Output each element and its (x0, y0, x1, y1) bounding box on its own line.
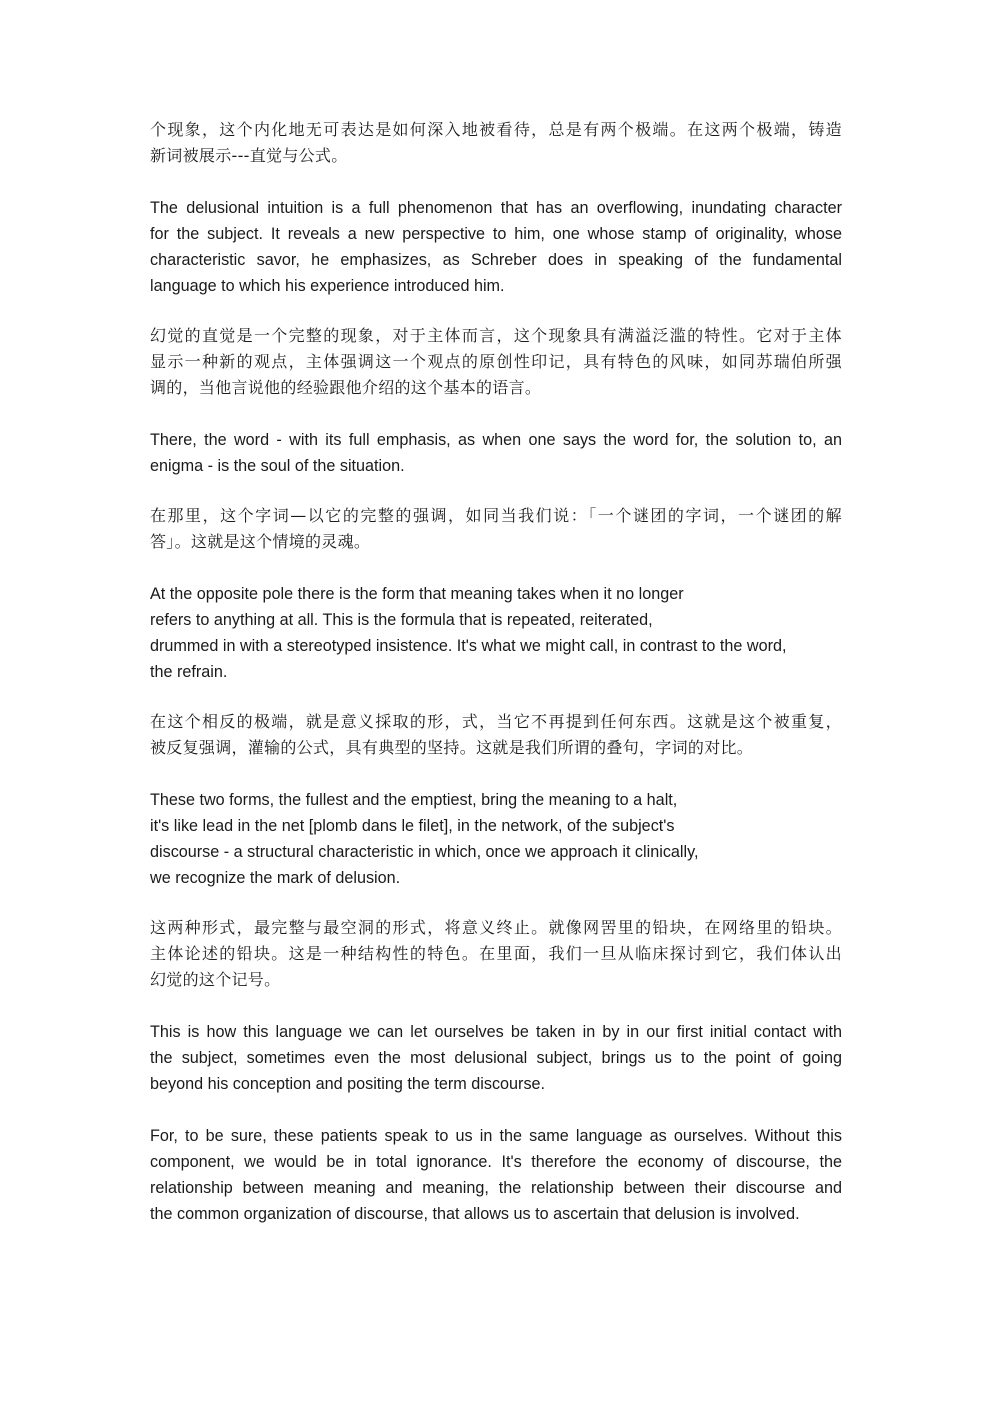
paragraph-en-3 (150, 581, 842, 685)
text-line: There, the word - with its full emphasis, as when one says the word for, the solution to, an (150, 431, 842, 449)
paragraph-zh-3 (150, 503, 842, 555)
text-line: This is how this language we can let ourselves be taken in by in our first initial contact with (150, 1023, 842, 1041)
text-line: 调的，当他言说他的经验跟他介绍的这个基本的语言。 (150, 378, 542, 397)
text-line: refers to anything at all. This is the formula that is repeated, reiterated, (150, 611, 653, 629)
text-line: the refrain. (150, 663, 228, 681)
paragraph-en-2 (150, 427, 842, 479)
paragraph-zh-2 (150, 323, 842, 401)
text-line: characteristic savor, he emphasizes, as Schreber does in speaking of the fundamental (150, 251, 842, 269)
text-line: The delusional intuition is a full phenomenon that has an overflowing, inundating character (150, 199, 842, 217)
text-line: 答」。这就是这个情境的灵魂。 (150, 532, 371, 551)
text-line: enigma - is the soul of the situation. (150, 457, 405, 475)
text-line: At the opposite pole there is the form that meaning takes when it no longer (150, 585, 684, 603)
paragraph-en-5 (150, 1019, 842, 1097)
text-line: discourse - a structural characteristic in which, once we approach it clinically, (150, 843, 699, 861)
text-line: 新词被展示---直觉与公式。 (150, 146, 348, 165)
text-line: 在这个相反的极端，就是意义採取的形，式，当它不再提到任何东西。这就是这个被重复， (150, 712, 842, 731)
text-line: 显示一种新的观点，主体强调这一个观点的原创性印记，具有特色的风味，如同苏瑞伯所强 (150, 352, 842, 371)
document-page (150, 117, 842, 1227)
paragraph-zh-5 (150, 915, 842, 993)
text-line: beyond his conception and positing the term discourse. (150, 1075, 546, 1093)
paragraph-zh-1 (150, 117, 842, 169)
text-line: 幻觉的这个记号。 (150, 970, 281, 989)
paragraph-en-6 (150, 1123, 842, 1227)
text-line: 个现象，这个内化地无可表达是如何深入地被看待，总是有两个极端。在这两个极端，铸造 (150, 120, 842, 139)
text-line: language to which his experience introduced him. (150, 277, 505, 295)
text-line: relationship between meaning and meaning, the relationship between their discourse and (150, 1179, 842, 1197)
text-line: 被反复强调，灌输的公式，具有典型的坚持。这就是我们所谓的叠句，字词的对比。 (150, 738, 754, 757)
text-line: 在那里，这个字词—以它的完整的强调，如同当我们说：「一个谜团的字词，一个谜团的解 (150, 506, 842, 525)
text-line: For, to be sure, these patients speak to us in the same language as ourselves. Without this (150, 1127, 842, 1145)
text-line: it's like lead in the net [plomb dans le filet], in the network, of the subject's (150, 817, 675, 835)
text-line: 这两种形式，最完整与最空洞的形式，将意义终止。就像网罟里的铅块，在网络里的铅块。 (150, 918, 842, 937)
text-line: drummed in with a stereotyped insistence. It's what we might call, in contrast to the word, (150, 637, 787, 655)
text-line: for the subject. It reveals a new perspective to him, one whose stamp of originality, whose (150, 225, 842, 243)
text-line: component, we would be in total ignorance. It's therefore the economy of discourse, the (150, 1153, 842, 1171)
text-line: the subject, sometimes even the most delusional subject, brings us to the point of going (150, 1049, 842, 1067)
paragraph-en-4 (150, 787, 842, 891)
text-line: 幻觉的直觉是一个完整的现象，对于主体而言，这个现象具有满溢泛滥的特性。它对于主体 (150, 326, 842, 345)
paragraph-en-1 (150, 195, 842, 299)
text-line: These two forms, the fullest and the emptiest, bring the meaning to a halt, (150, 791, 678, 809)
text-line: we recognize the mark of delusion. (150, 869, 401, 887)
text-line: 主体论述的铅块。这是一种结构性的特色。在里面，我们一旦从临床探讨到它，我们体认出 (150, 944, 842, 963)
paragraph-zh-4 (150, 709, 842, 761)
text-line: the common organization of discourse, that allows us to ascertain that delusion is involved. (150, 1205, 800, 1223)
